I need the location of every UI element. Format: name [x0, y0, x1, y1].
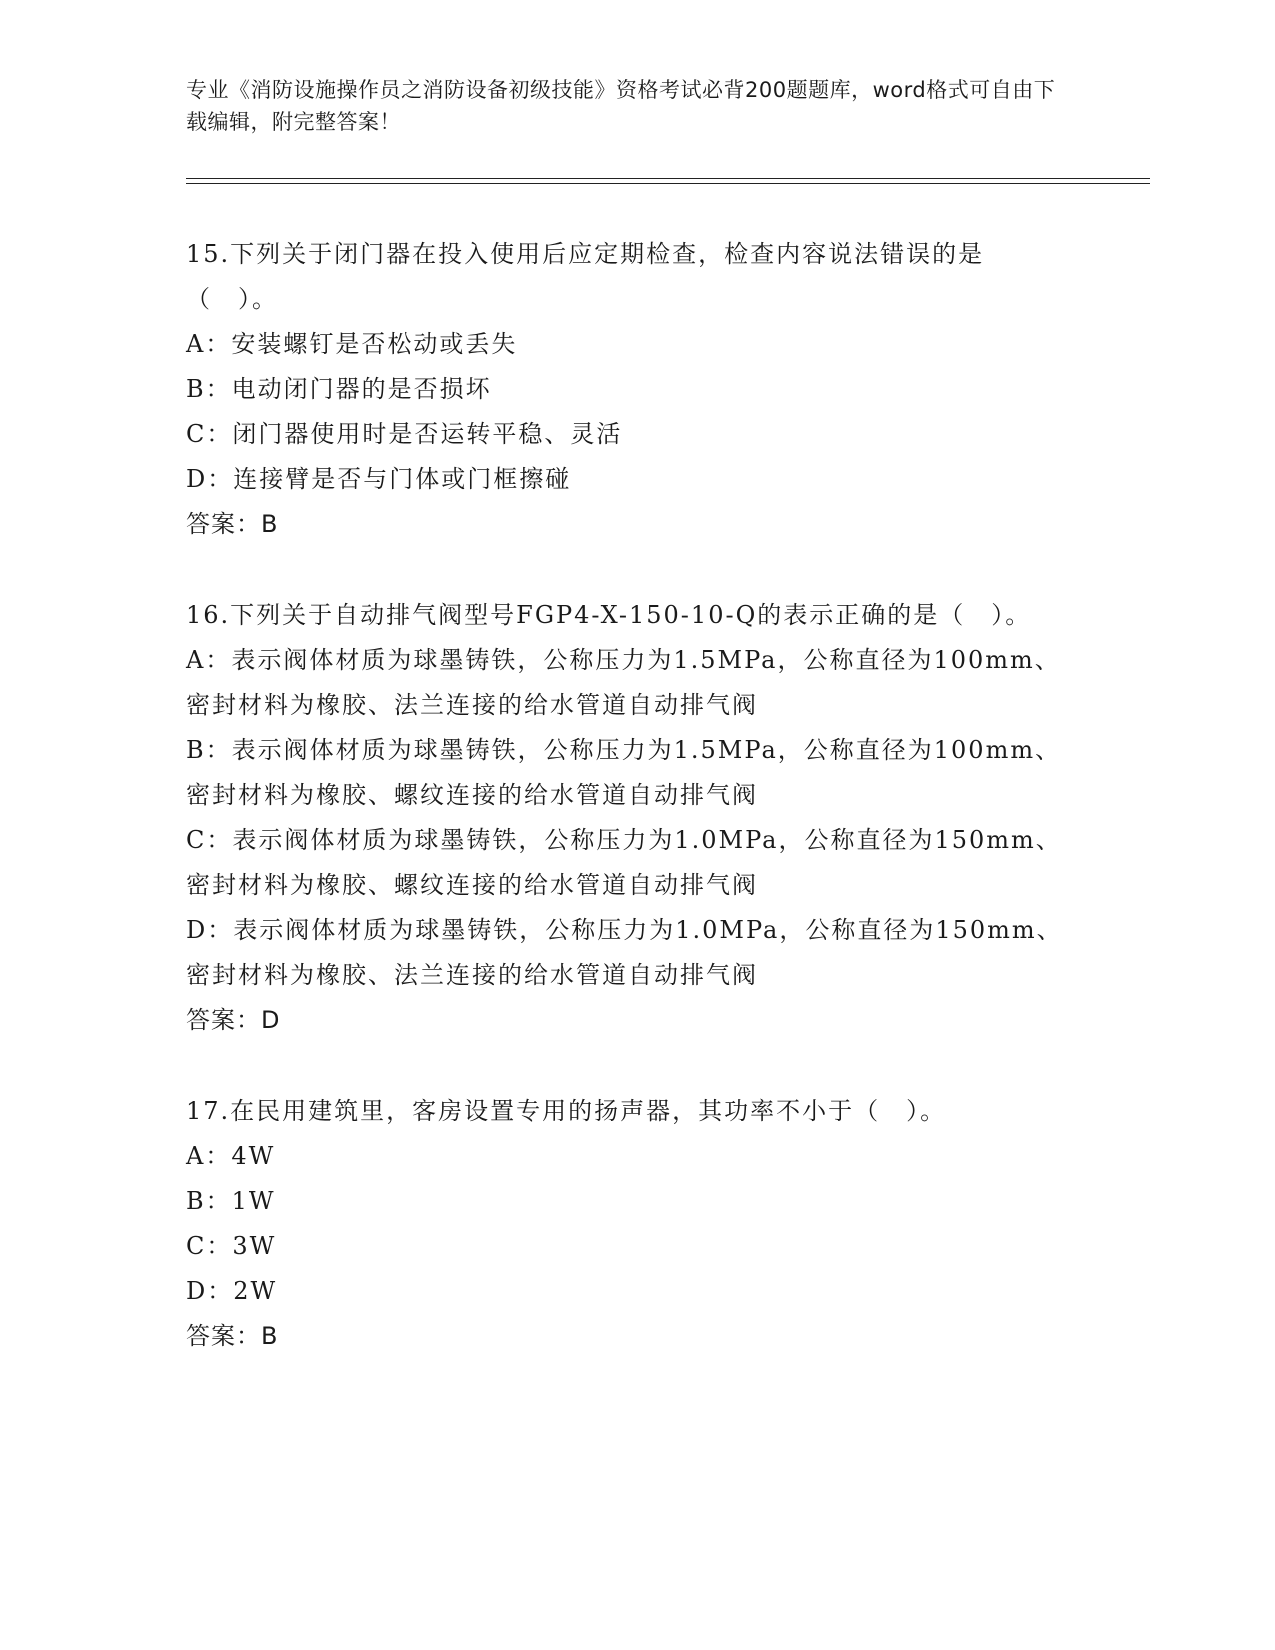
option-c: C：闭门器使用时是否运转平稳、灵活: [186, 420, 623, 448]
option-a: A：4W: [186, 1142, 276, 1170]
option-b: B：表示阀体材质为球墨铸铁，公称压力为1.5MPa，公称直径为100mm、密封材料为橡胶、螺纹连接的给水管道自动排气阀: [186, 736, 1062, 809]
question-15: [186, 232, 1076, 547]
option-d: D：表示阀体材质为球墨铸铁，公称压力为1.0MPa，公称直径为150mm、密封材料为橡胶、法兰连接的给水管道自动排气阀: [186, 916, 1063, 989]
answer-line: 答案：D: [186, 1006, 281, 1034]
question-list: [186, 232, 1076, 1405]
document-header: 专业《消防设施操作员之消防设备初级技能》资格考试必背200题题库，word格式可自由下载编辑，附完整答案！: [186, 78, 1056, 134]
answer-line: 答案：B: [186, 1322, 279, 1350]
option-c: C：表示阀体材质为球墨铸铁，公称压力为1.0MPa，公称直径为150mm、密封材料为橡胶、螺纹连接的给水管道自动排气阀: [186, 826, 1062, 899]
question-stem: 16.下列关于自动排气阀型号FGP4-X-150-10-Q的表示正确的是（ ）。: [186, 601, 1032, 629]
question-16: [186, 593, 1076, 1043]
header-divider-bottom: [186, 183, 1150, 184]
option-a: A：表示阀体材质为球墨铸铁，公称压力为1.5MPa，公称直径为100mm、密封材料为橡胶、法兰连接的给水管道自动排气阀: [186, 646, 1061, 719]
question-stem: 17.在民用建筑里，客房设置专用的扬声器，其功率不小于（ ）。: [186, 1097, 947, 1125]
option-d: D：2W: [186, 1277, 278, 1305]
answer-line: 答案：B: [186, 510, 279, 538]
option-c: C：3W: [186, 1232, 277, 1260]
option-a: A：安装螺钉是否松动或丢失: [186, 330, 518, 358]
header-divider-top: [186, 178, 1150, 179]
option-d: D：连接臂是否与门体或门框擦碰: [186, 465, 572, 493]
question-stem: 15.下列关于闭门器在投入使用后应定期检查，检查内容说法错误的是（ ）。: [186, 240, 985, 313]
option-b: B：电动闭门器的是否损坏: [186, 375, 492, 403]
question-17: [186, 1089, 1076, 1359]
option-b: B：1W: [186, 1187, 276, 1215]
